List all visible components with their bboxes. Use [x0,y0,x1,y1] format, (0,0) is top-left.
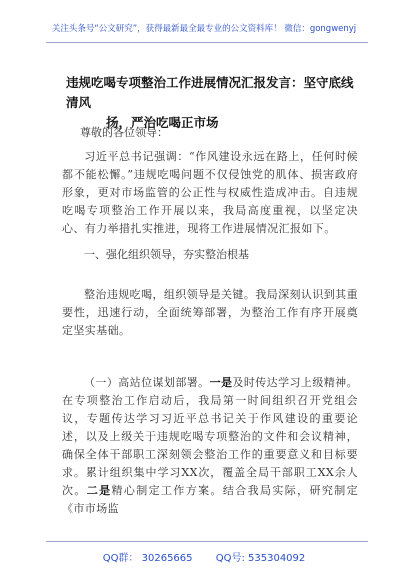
header-divider [46,42,368,43]
header-note: 关注头条号“公文研究”，获得最新最全最专业的公文资料库！ 微信：gongwenyj [51,24,357,34]
point-marker-1: 一是 [209,376,233,389]
paragraph-2-text: 整治违规吃喝，组织领导是关键。我局深刻认识到其重要性，迅速行动，全面统筹部署，为整治工作有序开展奠定坚实基础。 [62,288,358,337]
subsection-heading: （一）高站位谋划部署。 [84,376,210,389]
point-2-text: 精心制定工作方案。结合我局实际，研究制定《市市场监 [62,484,358,515]
footer-qq-group: QQ群： 30265665 [102,553,193,564]
paragraph-3 [62,374,358,518]
title-line-2: 扬，严治吃喝正市场 [106,115,219,130]
point-1-text: 及时传达学习上级精神。在专项整治工作启动后，我局第一时间组织召开党组会议，专题传达学习习近平总书记关于作风建设的重要论述，以及上级关于违规吃喝专项整治的文件和会议精神，确保全体干部职工深刻领会整治工作的重要意义和目标要求。累计组织集中学习XX次，覆盖全局干部职工XX余人次。 [62,376,358,497]
footer-divider [46,541,368,542]
footer-qq-number: QQ号: 535304092 [215,553,306,564]
paragraph-1-text: 习近平总书记强调：“作风建设永远在路上，任何时候都不能松懈。”违规吃喝问题不仅侵蚀党的肌体、损害政府形象，更对市场监管的公正性与权威性造成冲击。自违规吃喝专项整治工作开展以来，我局高度重视，以坚定决心、有力举措扎实推进，现将工作进展情况汇报如下。 [62,150,358,235]
paragraph-1 [62,148,358,238]
footer [0,549,408,564]
paragraph-2 [62,286,358,340]
point-marker-2: 二是 [86,484,112,497]
title-line-1: 违规吃喝专项整治工作进展情况汇报发言：坚守底线清风 [66,75,354,110]
section-heading-1: 一、强化组织领导，夯实整治根基 [84,248,249,261]
greeting: 尊敬的各位领导： [80,126,168,139]
